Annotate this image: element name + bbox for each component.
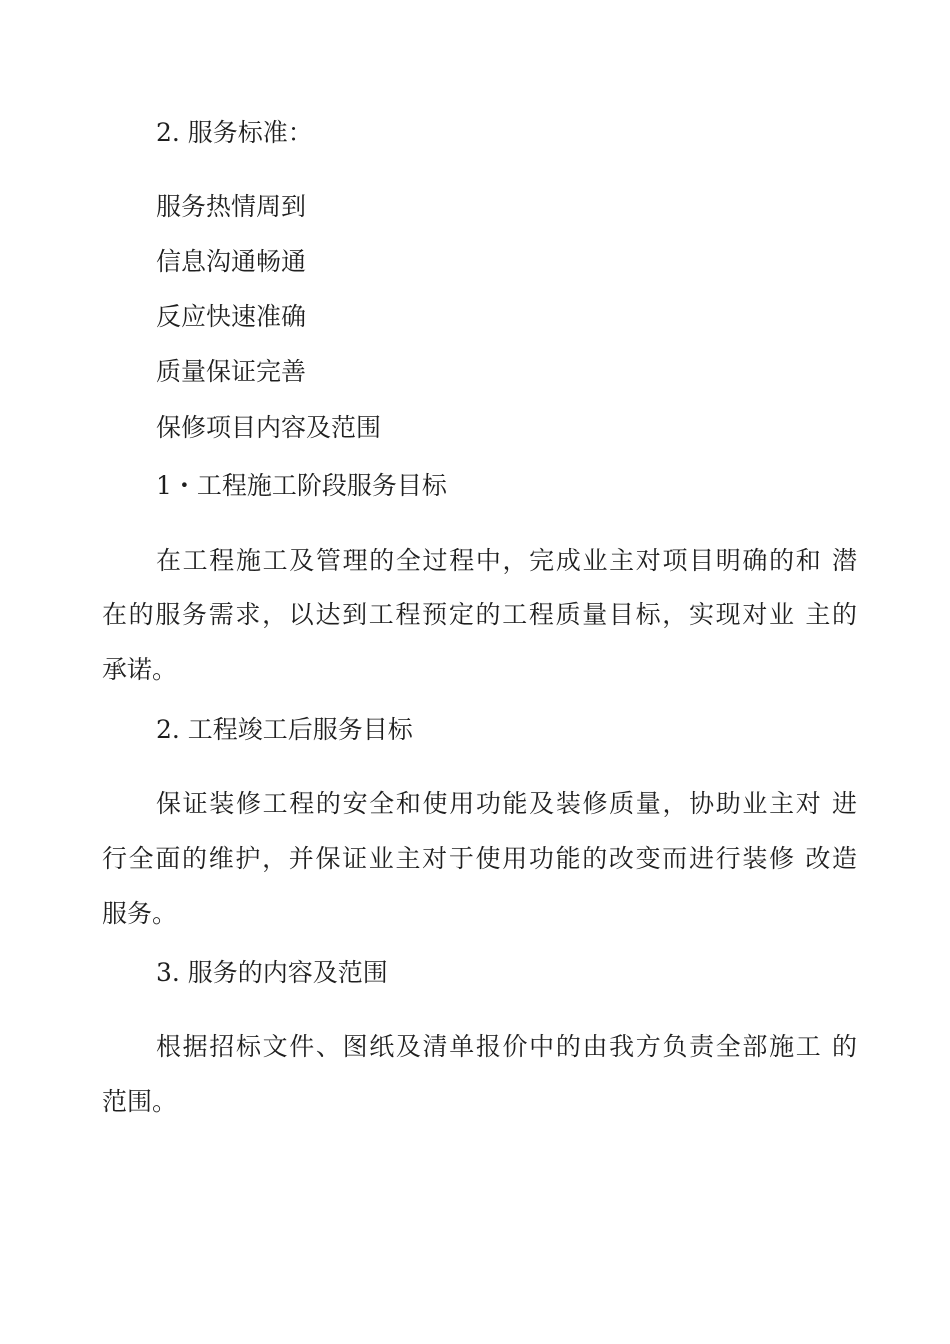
section-2-paragraph-line: 保证装修工程的安全和使用功能及装修质量，协助业主对 进 bbox=[156, 789, 857, 818]
section-1-title: 1・工程施工阶段服务目标 bbox=[156, 471, 447, 500]
section-2-paragraph-line: 服务。 bbox=[102, 899, 178, 928]
standard-item: 保修项目内容及范围 bbox=[156, 413, 382, 442]
standard-item: 信息沟通畅通 bbox=[156, 247, 307, 276]
section-1-paragraph-line: 承诺。 bbox=[102, 655, 178, 684]
section-3-paragraph-line: 根据招标文件、图纸及清单报价中的由我方负责全部施工 的 bbox=[156, 1032, 857, 1061]
section-2-paragraph-line: 行全面的维护，并保证业主对于使用功能的改变而进行装修 改造 bbox=[102, 844, 857, 873]
section-3-paragraph-line: 范围。 bbox=[102, 1087, 178, 1116]
section-3-title: 3. 服务的内容及范围 bbox=[156, 958, 388, 987]
section-1-paragraph-line: 在的服务需求，以达到工程预定的工程质量目标，实现对业 主的 bbox=[102, 600, 857, 629]
section-1-paragraph-line: 在工程施工及管理的全过程中，完成业主对项目明确的和 潜 bbox=[156, 546, 857, 575]
standard-item: 质量保证完善 bbox=[156, 357, 307, 386]
service-standard-heading: 2. 服务标准： bbox=[156, 118, 313, 147]
standard-item: 反应快速准确 bbox=[156, 302, 307, 331]
standard-item: 服务热情周到 bbox=[156, 192, 307, 221]
section-2-title: 2. 工程竣工后服务目标 bbox=[156, 715, 413, 744]
